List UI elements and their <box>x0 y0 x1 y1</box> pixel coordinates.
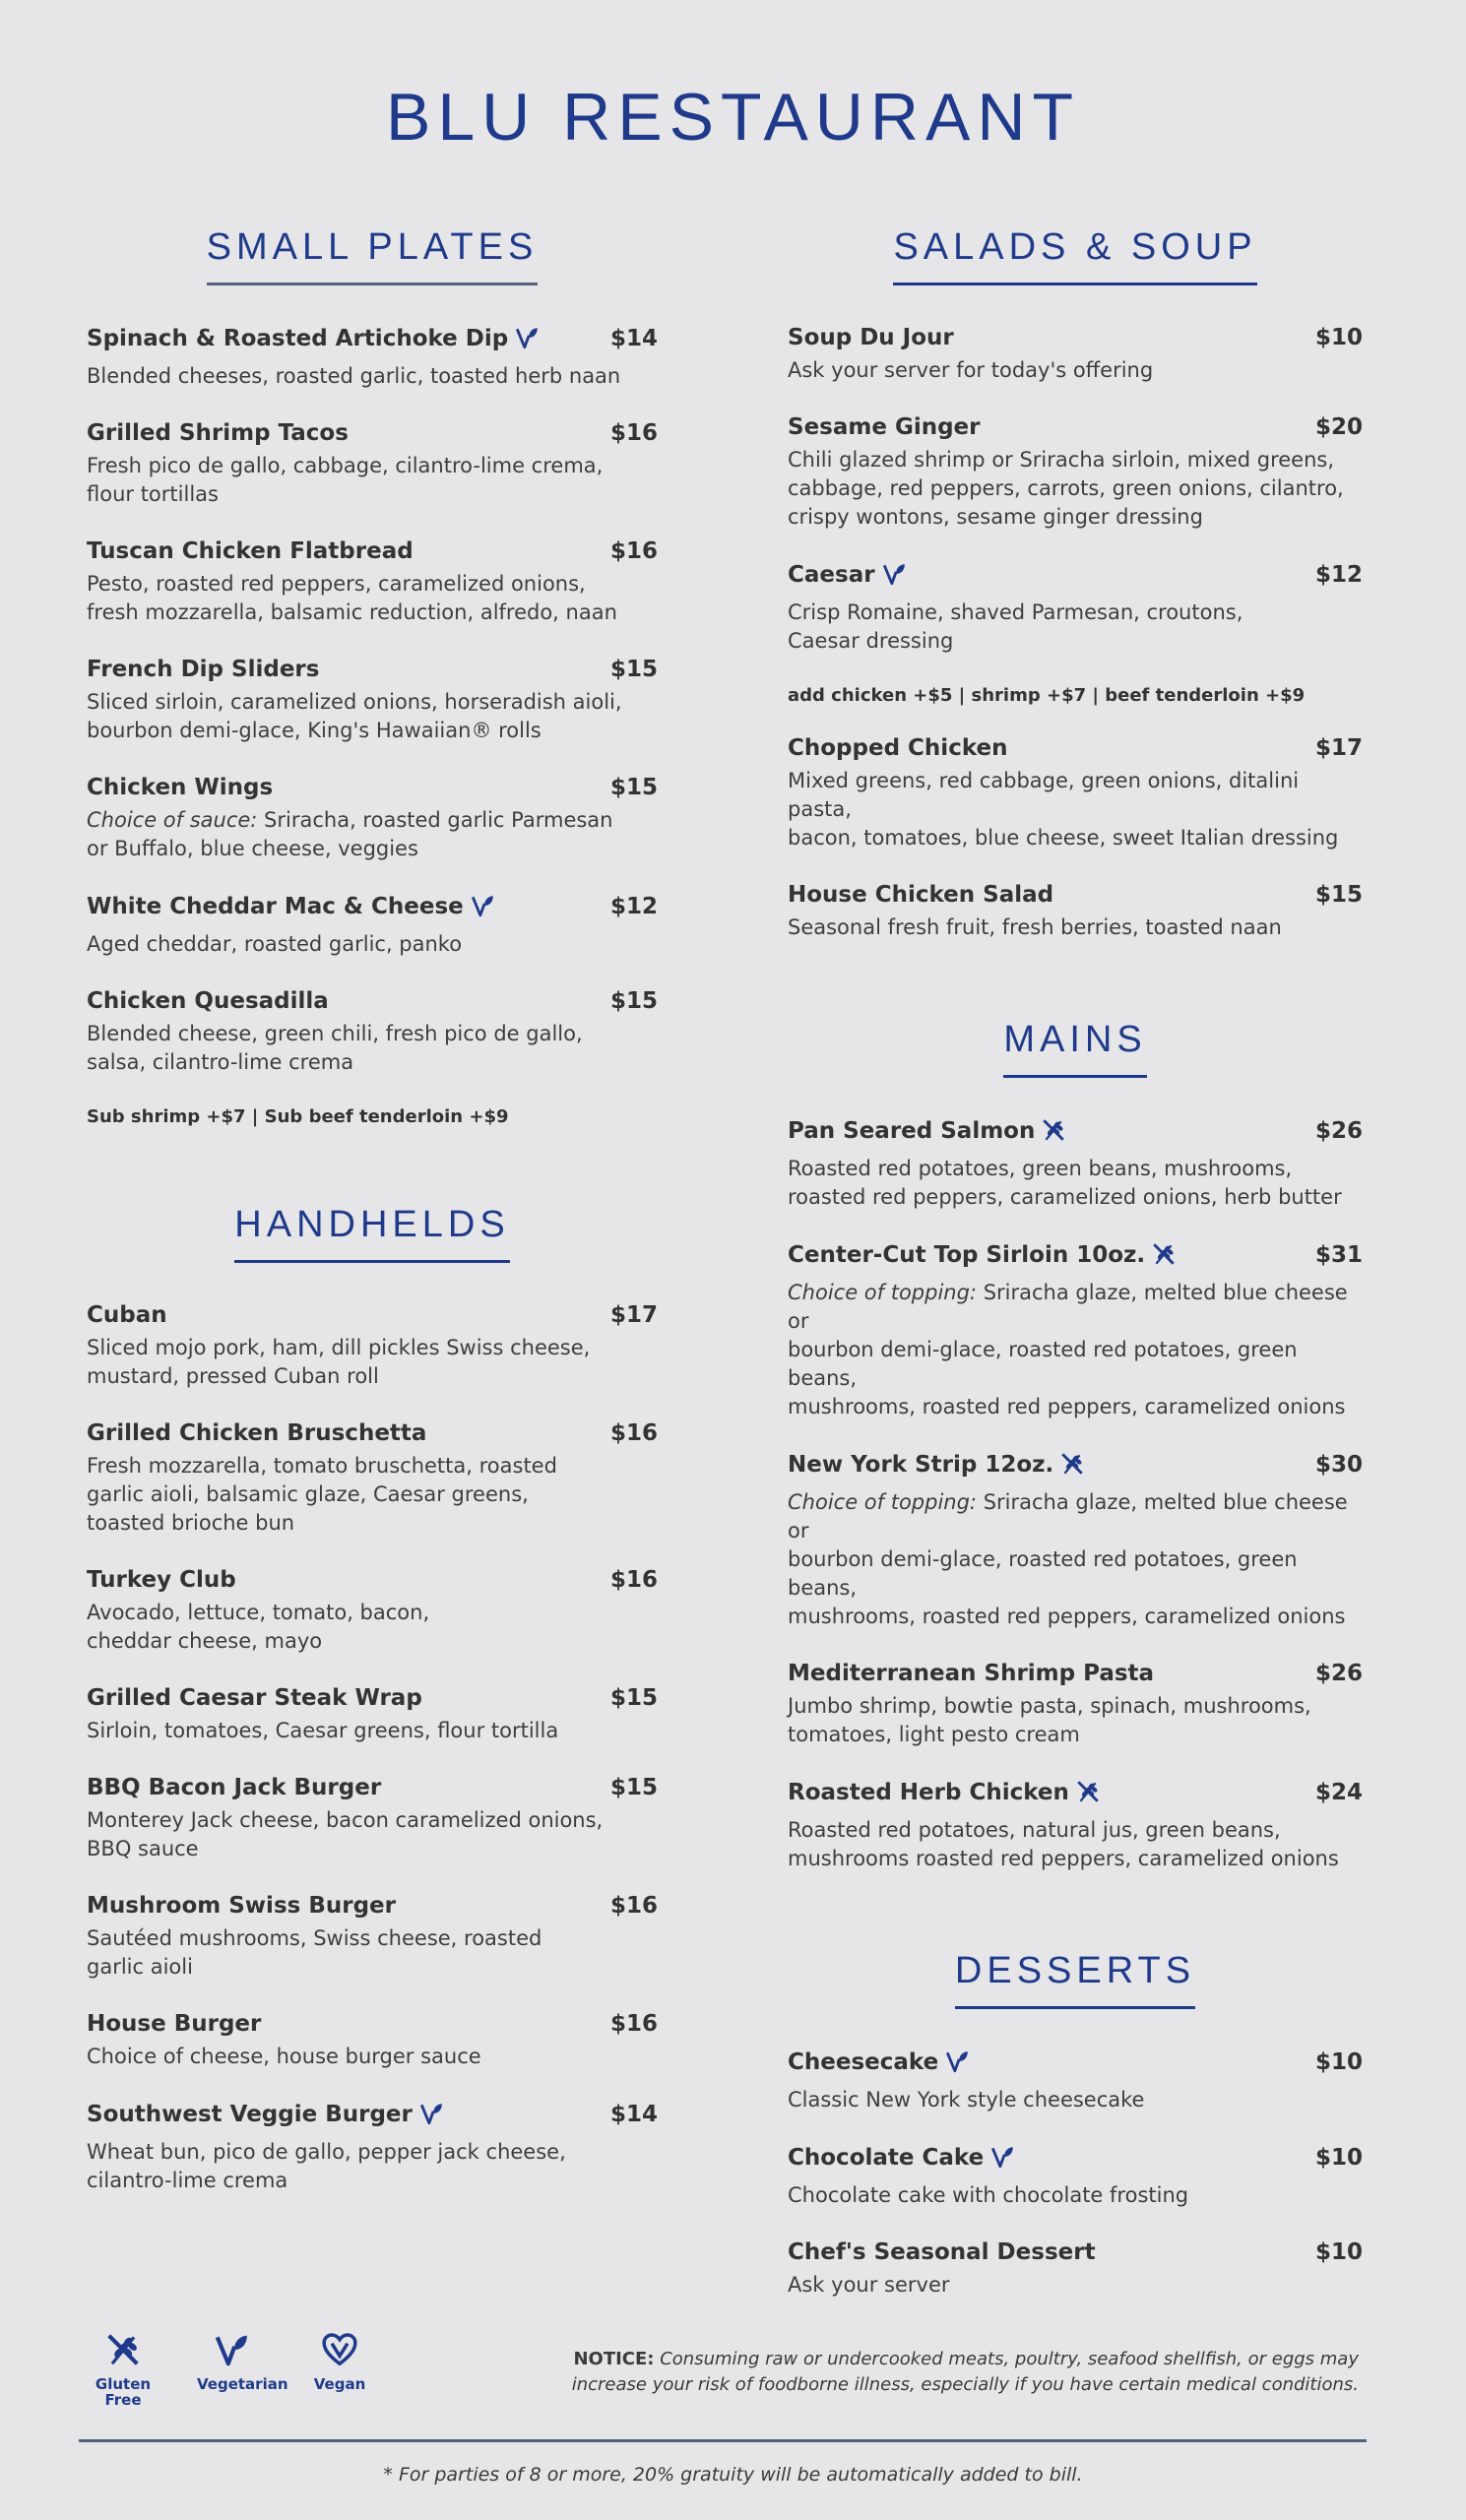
menu-item-name: Grilled Caesar Steak Wrap <box>87 1685 422 1711</box>
menu-item <box>87 1567 658 1656</box>
menu-item-name: Sesame Ginger <box>788 414 981 440</box>
menu-item-description: Monterey Jack cheese, bacon caramelized onions, BBQ sauce <box>87 1808 604 1860</box>
menu-item-name: House Burger <box>87 2011 262 2037</box>
menu-item <box>87 420 658 509</box>
menu-item-name: Pan Seared Salmon <box>788 1117 1066 1149</box>
menu-item-price: $10 <box>1314 2239 1363 2265</box>
menu-item-description: Choice of cheese, house burger sauce <box>87 2045 481 2068</box>
gluten-free-icon <box>1075 1779 1101 1810</box>
vegetarian-icon <box>989 2144 1015 2175</box>
menu-item <box>87 1775 658 1863</box>
menu-item-price: $15 <box>609 1685 658 1711</box>
menu-item <box>788 1241 1363 1421</box>
menu-item-name: Spinach & Roasted Artichoke Dip <box>87 325 540 356</box>
vegetarian-icon <box>881 561 907 593</box>
menu-item-name: Chef's Seasonal Dessert <box>788 2239 1096 2265</box>
menu-item-name: Chicken Wings <box>87 775 274 800</box>
menu-item <box>788 325 1363 385</box>
legend-item <box>89 2331 158 2408</box>
menu-item <box>788 1779 1363 1873</box>
menu-item-name: Cuban <box>87 1302 167 1328</box>
restaurant-title: BLU RESTAURANT <box>385 80 1081 155</box>
handhelds-list <box>87 1302 658 2195</box>
menu-item-description: Avocado, lettuce, tomato, bacon, cheddar cheese, mayo <box>87 1601 430 1653</box>
section-heading-small-plates: SMALL PLATES <box>87 226 658 285</box>
menu-item <box>788 1451 1363 1631</box>
menu-item-description: Choice of sauce: Sriracha, roasted garlic Parmesan or Buffalo, blue cheese, veggies <box>87 808 613 860</box>
menu-item-description: Roasted red potatoes, green beans, mushrooms, roasted red peppers, caramelized onions, herb butter <box>788 1157 1342 1209</box>
menu-item-description: Chocolate cake with chocolate frosting <box>788 2183 1189 2207</box>
menu-item-description: Wheat bun, pico de gallo, pepper jack cheese, cilantro-lime crema <box>87 2140 566 2192</box>
menu-item-price: $16 <box>609 538 658 564</box>
menu-item-name: Chopped Chicken <box>788 735 1008 761</box>
right-column <box>788 226 1363 2329</box>
vegetarian-icon <box>470 893 495 924</box>
menu-item-price: $15 <box>609 988 658 1014</box>
menu-item-price: $10 <box>1314 2145 1363 2171</box>
legend-label: Vegan <box>313 2375 366 2393</box>
menu-item <box>87 1302 658 1391</box>
menu-item-description: Choice of topping: Sriracha glaze, melted blue cheese or bourbon demi-glace, roasted red potatoes, green beans, mushrooms, roasted red peppers, caramelized onions <box>788 1281 1348 1418</box>
salads-list-2 <box>788 735 1363 942</box>
gluten-free-icon <box>1041 1117 1066 1149</box>
food-safety-notice: NOTICE: Consuming raw or undercooked meats, poultry, seafood shellfish, or eggs may increase your risk of foodborne illness, especially if you have certain medical conditions. <box>571 2349 1359 2395</box>
small-plates-note: Sub shrimp +$7 | Sub beef tenderloin +$9 <box>87 1106 509 1127</box>
menu-item <box>87 538 658 627</box>
menu-item-price: $16 <box>609 420 658 446</box>
menu-item <box>87 2011 658 2071</box>
menu-item-name: Center-Cut Top Sirloin 10oz. <box>788 1241 1177 1273</box>
menu-item-name: Grilled Chicken Bruschetta <box>87 1420 427 1446</box>
menu-item-name: Roasted Herb Chicken <box>788 1779 1101 1810</box>
menu-item <box>87 325 658 391</box>
menu-item-description: Ask your server for today's offering <box>788 358 1154 382</box>
menu-item <box>788 561 1363 656</box>
menu-item-description: Mixed greens, red cabbage, green onions, ditalini pasta, bacon, tomatoes, blue cheese, sweet Italian dressing <box>788 769 1339 850</box>
menu-item <box>788 1117 1363 1212</box>
menu-item-name: Cheesecake <box>788 2048 970 2080</box>
menu-item-name: Mushroom Swiss Burger <box>87 1893 396 1919</box>
menu-item-name: House Chicken Salad <box>788 882 1054 908</box>
menu-item-name: Southwest Veggie Burger <box>87 2101 444 2132</box>
menu-item-price: $24 <box>1314 1780 1363 1805</box>
menu-item-description: Choice of topping: Sriracha glaze, melted blue cheese or bourbon demi-glace, roasted red potatoes, green beans, mushrooms, roasted red peppers, caramelized onions <box>788 1490 1348 1628</box>
menu-item-name: French Dip Sliders <box>87 657 320 682</box>
gluten-free-icon <box>1059 1451 1085 1482</box>
menu-item <box>87 893 658 959</box>
menu-item-name: Caesar <box>788 561 907 593</box>
gluten-free-icon <box>89 2331 158 2372</box>
menu-item-name: Grilled Shrimp Tacos <box>87 420 349 446</box>
menu-item-price: $16 <box>609 2011 658 2037</box>
menu-item-price: $15 <box>1314 882 1363 908</box>
menu-item-description: Blended cheese, green chili, fresh pico de gallo, salsa, cilantro-lime crema <box>87 1022 583 1074</box>
menu-item-description: Blended cheeses, roasted garlic, toasted herb naan <box>87 364 621 388</box>
menu-item-description: Seasonal fresh fruit, fresh berries, toasted naan <box>788 915 1282 939</box>
menu-item-price: $17 <box>609 1302 658 1328</box>
menu-item-description: Sliced mojo pork, ham, dill pickles Swiss cheese, mustard, pressed Cuban roll <box>87 1336 591 1388</box>
menu-item-price: $16 <box>609 1420 658 1446</box>
menu-item-price: $14 <box>609 2102 658 2127</box>
legend-label: Gluten Free <box>95 2375 152 2409</box>
menu-item-price: $15 <box>609 1775 658 1800</box>
menu-item <box>788 2144 1363 2210</box>
menu-item-description: Jumbo shrimp, bowtie pasta, spinach, mushrooms, tomatoes, light pesto cream <box>788 1694 1311 1746</box>
salads-list <box>788 325 1363 656</box>
footer-divider <box>79 2439 1367 2442</box>
vegetarian-icon <box>944 2048 970 2080</box>
menu-item-price: $12 <box>1314 562 1363 588</box>
menu-item-price: $26 <box>1314 1118 1363 1144</box>
menu-item-price: $17 <box>1314 735 1363 761</box>
menu-item-price: $10 <box>1314 2049 1363 2075</box>
small-plates-list <box>87 325 658 1077</box>
vegetarian-icon <box>197 2331 266 2372</box>
menu-item-name: Soup Du Jour <box>788 325 954 350</box>
salads-note: add chicken +$5 | shrimp +$7 | beef tenderloin +$9 <box>788 685 1306 706</box>
menu-item-description: Fresh mozzarella, tomato bruschetta, roasted garlic aioli, balsamic glaze, Caesar greens, toasted brioche bun <box>87 1454 557 1535</box>
menu-item-description: Chili glazed shrimp or Sriracha sirloin, mixed greens, cabbage, red peppers, carrots, green onions, cilantro, crispy wontons, sesame ginger dressing <box>788 448 1344 529</box>
menu-item-price: $12 <box>609 894 658 919</box>
legend-item <box>305 2331 374 2408</box>
menu-item-price: $15 <box>609 657 658 682</box>
menu-item <box>788 2048 1363 2114</box>
menu-item <box>87 2101 658 2195</box>
left-column <box>87 226 658 2225</box>
menu-item <box>788 1661 1363 1749</box>
menu-item-price: $26 <box>1314 1661 1363 1686</box>
menu-item <box>788 2239 1363 2300</box>
section-heading-mains: MAINS <box>788 1019 1363 1078</box>
menu-item-description: Sliced sirloin, caramelized onions, horseradish aioli, bourbon demi-glace, King's Hawaiian® rolls <box>87 690 622 742</box>
menu-item-price: $30 <box>1314 1452 1363 1478</box>
menu-item <box>87 657 658 745</box>
menu-item-name: Tuscan Chicken Flatbread <box>87 538 414 564</box>
menu-item-name: New York Strip 12oz. <box>788 1451 1085 1482</box>
menu-item-name: White Cheddar Mac & Cheese <box>87 893 495 924</box>
menu-item-name: Mediterranean Shrimp Pasta <box>788 1661 1155 1686</box>
menu-item <box>87 775 658 863</box>
menu-item-description: Crisp Romaine, shaved Parmesan, croutons, Caesar dressing <box>788 600 1243 653</box>
gratuity-footnote: * For parties of 8 or more, 20% gratuity will be automatically added to bill. <box>383 2464 1083 2486</box>
menu-item-price: $20 <box>1314 414 1363 440</box>
menu-item-name: Turkey Club <box>87 1567 236 1593</box>
menu-item-price: $16 <box>609 1567 658 1593</box>
menu-item-name: Chocolate Cake <box>788 2144 1015 2175</box>
legend-label: Vegetarian <box>197 2375 288 2393</box>
menu-item-description: Classic New York style cheesecake <box>788 2088 1145 2111</box>
menu-item-description: Roasted red potatoes, natural jus, green beans, mushrooms roasted red peppers, caramelized onions <box>788 1818 1339 1870</box>
gluten-free-icon <box>1151 1241 1177 1273</box>
menu-item <box>788 735 1363 852</box>
menu-item <box>87 1893 658 1982</box>
vegetarian-icon <box>418 2101 444 2132</box>
section-heading-handhelds: HANDHELDS <box>87 1204 658 1263</box>
menu-item-description: Fresh pico de gallo, cabbage, cilantro-lime crema, flour tortillas <box>87 454 604 506</box>
menu-item <box>788 414 1363 532</box>
vegetarian-icon <box>514 325 540 356</box>
menu-item-price: $16 <box>609 1893 658 1919</box>
desserts-list <box>788 2048 1363 2300</box>
menu-item-price: $14 <box>609 326 658 351</box>
menu-item-price: $10 <box>1314 325 1363 350</box>
section-heading-salads-soup: SALADS & SOUP <box>788 226 1363 285</box>
menu-item-name: BBQ Bacon Jack Burger <box>87 1775 382 1800</box>
menu-item-name: Chicken Quesadilla <box>87 988 329 1014</box>
menu-item-description: Ask your server <box>788 2273 950 2297</box>
menu-item-price: $15 <box>609 775 658 800</box>
mains-list <box>788 1117 1363 1873</box>
legend-item <box>197 2331 288 2408</box>
menu-item-price: $31 <box>1314 1242 1363 1268</box>
menu-item <box>87 988 658 1077</box>
vegan-icon <box>305 2331 374 2372</box>
menu-item <box>788 882 1363 942</box>
section-heading-desserts: DESSERTS <box>788 1950 1363 2009</box>
menu-item-description: Pesto, roasted red peppers, caramelized onions, fresh mozzarella, balsamic reduction, alfredo, naan <box>87 572 617 624</box>
dietary-legend <box>89 2331 374 2408</box>
menu-item-description: Sautéed mushrooms, Swiss cheese, roasted garlic aioli <box>87 1926 542 1979</box>
menu-item-description: Aged cheddar, roasted garlic, panko <box>87 932 463 956</box>
menu-item <box>87 1420 658 1538</box>
menu-item-description: Sirloin, tomatoes, Caesar greens, flour tortilla <box>87 1719 559 1742</box>
menu-item <box>87 1685 658 1745</box>
